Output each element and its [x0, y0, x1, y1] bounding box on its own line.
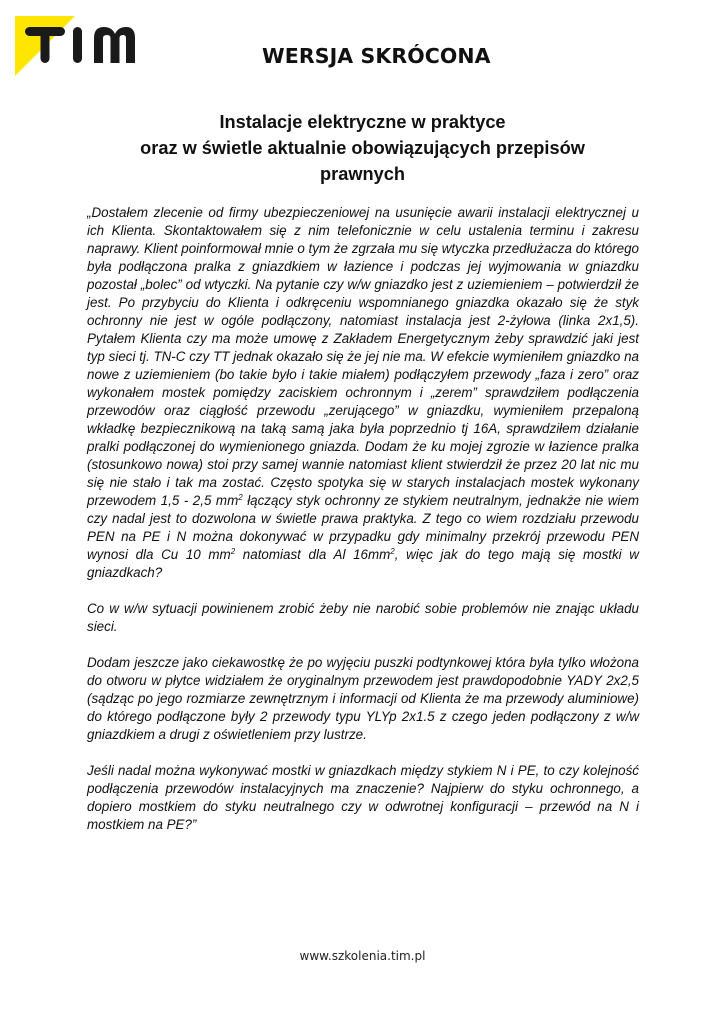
- paragraph-4: Jeśli nadal można wykonywać mostki w gniazdkach między stykiem N i PE, to czy kolejność podłączenia przewodów instalacyjnych ma znaczenie? Najpierw do styku ochronnego, a dopiero mostkiem do styku neutralnego czy w odwrotnej konfiguracji – przewód na N i mostkiem na PE?”: [87, 763, 639, 832]
- paragraph-1: [87, 204, 639, 582]
- logo-letter-i: [73, 27, 82, 63]
- paragraph-1-part-a: „Dostałem zlecenie od firmy ubezpieczeniowej na usunięcie awarii instalacji elektrycznej u ich Klienta. Skontaktowałem się z nim telefonicznie w celu ustalenia terminu i zakresu naprawy. Klient poinformował mnie o tym że zgrzała mu się wtyczka przedłużacza do którego była podłączona pralka z gniazdkiem w łazience i podczas jej wyjmowania w gniazdku pozostał „bolec” od wtyczki. Na pytanie czy w/w gniazdko jest z uziemieniem – potwierdził że jest. Po przybyciu do Klienta i odkręceniu wspomnianego gniazdka okazało się że styk ochronny nie jest w ogóle podłączony, natomiast instalacja jest 2-żyłowa (linka 2x1,5). Pytałem Klienta czy ma może umowę z Zakładem Energetycznym żeby sprawdzić jaki jest typ sieci tj. TN-C czy TT jednak okazało się że jej nie ma. W efekcie wymieniłem gniazdko na nowe z uziemieniem (bo takie było i takie miałem) podłączyłem przewody „faza i zero” oraz wykonałem mostek pomiędzy zaciskiem ochronnym i „zerem” sprawdziłem podłączenia przewodów oraz ciągłość przewodu „zerującego” w gniazdku, wymieniłem przepaloną wkładkę bezpiecznikową na taką samą jaka była poprzednio tj 16A, sprawdziłem działanie pralki podłączonej do wymienionego gniazda. Dodam że ku mojej zgrozie w łazience pralka (stosunkowo nowa) stoi przy samej wannie natomiast klient stwierdził że przez 20 lat nic mu się nie stało i tak ma zostać. Często spotyka się w starych instalacjach mostek wykonany przewodem 1,5 - 2,5 mm: [87, 205, 639, 508]
- document-body: [87, 204, 639, 852]
- paragraph-1-part-d: , więc jak do tego mają się mostki w gniazdkach?: [87, 547, 639, 580]
- paragraph-2: Co w w/w sytuacji powinienem zrobić żeby nie narobić sobie problemów nie znając układu sieci.: [87, 601, 639, 634]
- paragraph-1-part-c: natomiast dla Al 16mm: [235, 547, 391, 562]
- document-title: [80, 109, 645, 187]
- superscript-2: 2: [390, 547, 395, 556]
- superscript-2: 2: [230, 547, 236, 556]
- paragraph-3: Dodam jeszcze jako ciekawostkę że po wyjęciu puszki podtynkowej która była tylko włożona do otworu w płytce widziałem że oryginalnym przewodem jest prawdopodobnie YADY 2x2,5 (sądząc po jego rozmiarze zewnętrznym i informacji od Klienta że ma przewody aluminiowe) do którego podłączone były 2 przewody typu YLYp 2x1.5 z czego jeden podłączony z w/w gniazdkiem a drugi z oświetleniem przy lustrze.: [87, 655, 639, 742]
- paragraph-1-part-b: łączący styk ochronny ze stykiem neutralnym, jednakże nie wiem czy nadal jest to dozwolona w świetle prawa praktyka. Z tego co wiem rozdziału przewodu PEN na PE i N można dokonywać w przypadku gdy minimalny przekrój przewodu PEN wynosi dla Cu 10 mm: [87, 493, 639, 562]
- title-line-3: prawnych: [320, 164, 405, 184]
- footer-url: www.szkolenia.tim.pl: [299, 949, 426, 963]
- title-line-1: Instalacje elektryczne w praktyce: [219, 112, 506, 132]
- logo-letter-t-stem: [41, 27, 50, 63]
- tim-logo: [15, 16, 137, 76]
- logo-letter-m: [94, 27, 135, 63]
- superscript-2: 2: [238, 493, 243, 502]
- document-version-label: WERSJA SKRÓCONA: [262, 44, 491, 68]
- title-line-2: oraz w świetle aktualnie obowiązujących przepisów: [140, 138, 585, 158]
